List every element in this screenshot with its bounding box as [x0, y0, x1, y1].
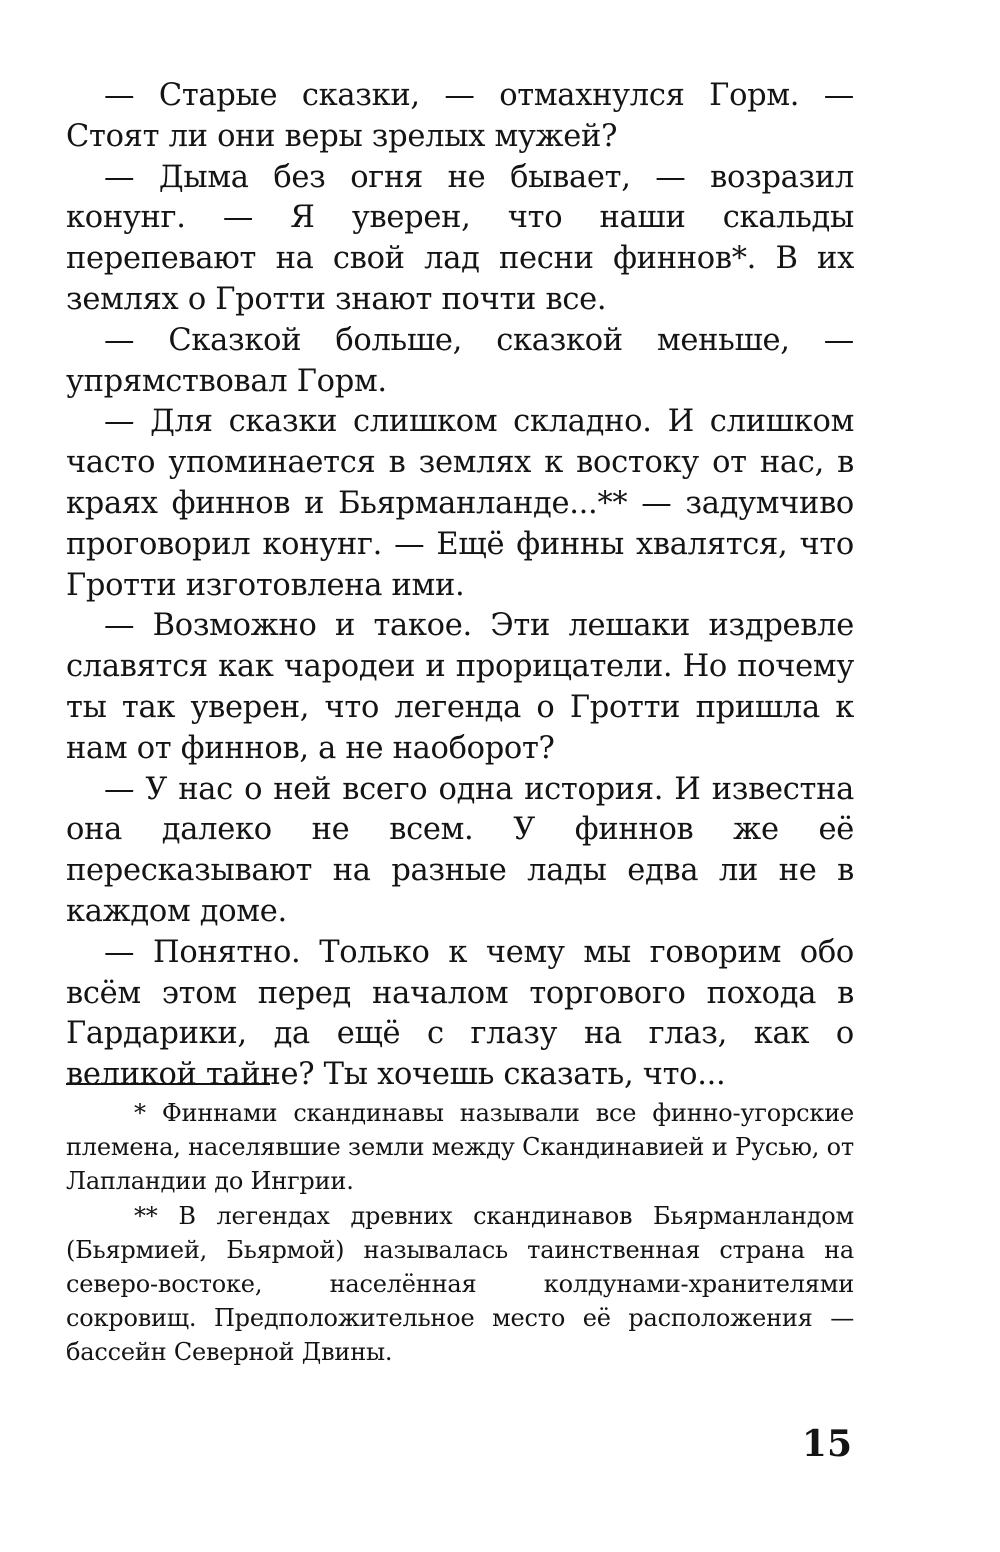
- paragraph: — Старые сказки, — отмахнулся Горм. — Стоят ли они веры зрелых мужей?: [66, 78, 854, 154]
- paragraph: — Понятно. Только к чему мы говорим обо всём этом перед началом торгового похода в Гардарики, да ещё с глазу на глаз, как о великой тайне? Ты хочешь сказать, что...: [66, 934, 854, 1093]
- paragraph: — Для сказки слишком складно. И слишком часто упоминается в землях к востоку от нас, в краях финнов и Бьярманланде...** — задумчиво проговорил конунг. — Ещё финны хвалятся, что Гротти изготовлена ими.: [66, 404, 854, 603]
- page-number: 15: [801, 1423, 852, 1465]
- paragraph: — Возможно и такое. Эти лешаки издревле славятся как чародеи и прорицатели. Но почему ты так уверен, что легенда о Гротти пришла к нам от финнов, а не наоборот?: [66, 608, 854, 766]
- footnote: ** В легендах древних скандинавов Бьярманландом (Бьярмией, Бьярмой) называлась таинственная страна на северо-востоке, населённая колдунами-хранителями сокровищ. Предположительное место её расположения — бассейн Северной Двины.: [66, 1201, 854, 1367]
- main-text: [66, 76, 854, 1096]
- footnote: * Финнами скандинавы называли все финно-угорские племена, населявшие земли между Скандинавией и Русью, от Лапландии до Ингрии.: [66, 1099, 854, 1196]
- footnotes: [66, 1096, 854, 1370]
- paragraph: — Сказкой больше, сказкой меньше, — упрямствовал Горм.: [66, 322, 854, 399]
- paragraph: — Дыма без огня не бывает, — возразил конунг. — Я уверен, что наши скальды перепевают на свой лад песни финнов*. В их землях о Гротти знают почти все.: [66, 159, 854, 317]
- paragraph: — У нас о ней всего одна история. И известна она далеко не всем. У финнов же её пересказывают на разные лады едва ли не в каждом доме.: [66, 771, 854, 929]
- footnote-divider: [66, 1083, 270, 1085]
